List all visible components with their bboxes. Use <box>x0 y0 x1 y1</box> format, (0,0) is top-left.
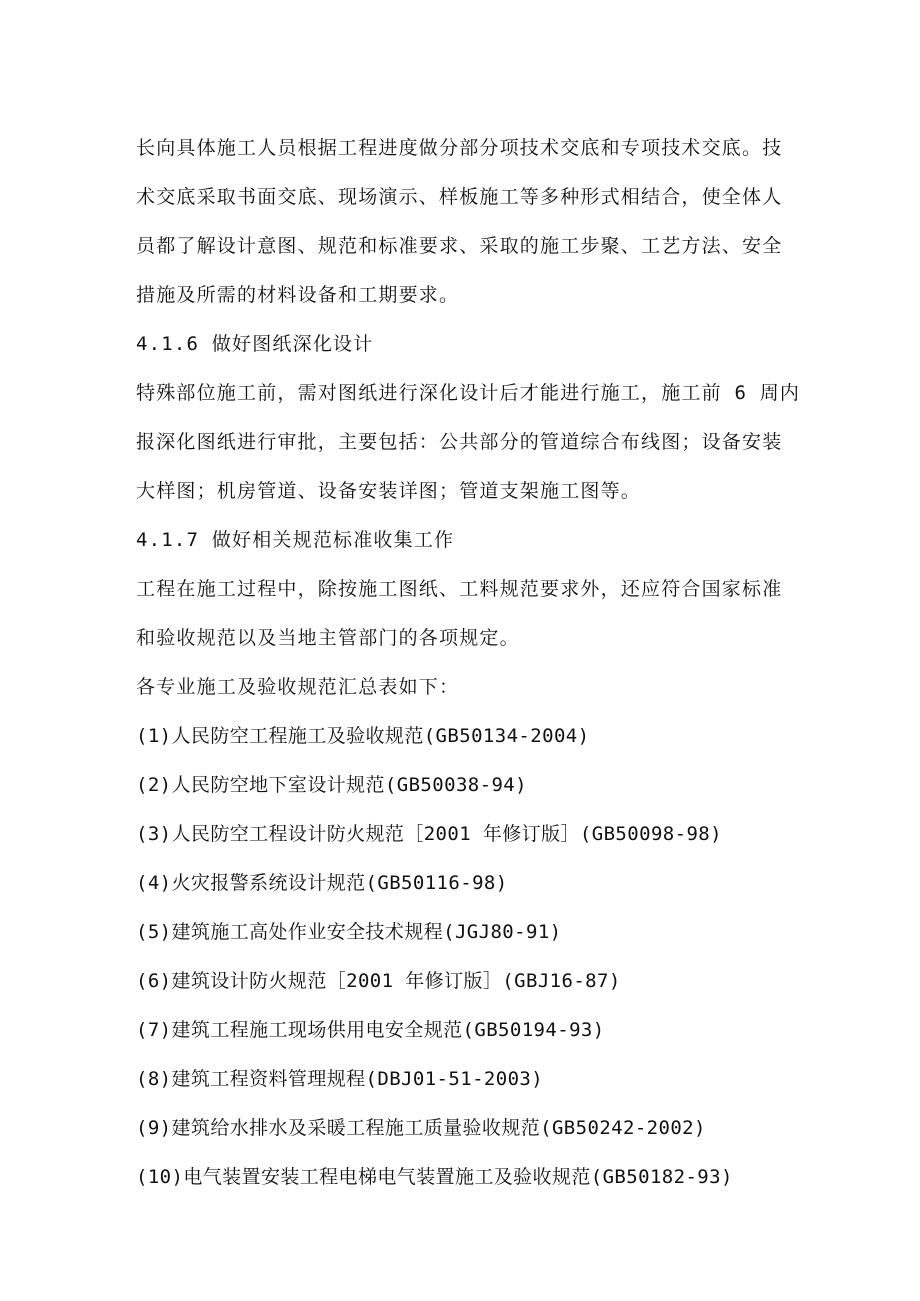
standard-list-item: (6)建筑设计防火规范［2001 年修订版］(GBJ16-87) <box>136 970 621 992</box>
document-body <box>136 124 801 1202</box>
paragraph-line: 术交底采取书面交底、现场演示、样板施工等多种形式相结合，使全体人 <box>136 186 783 208</box>
standard-list-item: (9)建筑给水排水及采暖工程施工质量验收规范(GB50242-2002) <box>136 1117 706 1139</box>
standard-list-item: (3)人民防空工程设计防火规范［2001 年修订版］(GB50098-98) <box>136 823 722 845</box>
paragraph-line: 员都了解设计意图、规范和标准要求、采取的施工步聚、工艺方法、安全 <box>136 235 783 257</box>
standard-list-item: (4)火灾报警系统设计规范(GB50116-98) <box>136 872 508 894</box>
standard-list-item: (2)人民防空地下室设计规范(GB50038-94) <box>136 774 527 796</box>
paragraph-line: 特殊部位施工前，需对图纸进行深化设计后才能进行施工，施工前 6 周内 <box>136 382 801 404</box>
section-heading-4-1-7: 4.1.7 做好相关规范标准收集工作 <box>136 529 455 551</box>
paragraph-line: 长向具体施工人员根据工程进度做分部分项技术交底和专项技术交底。技 <box>136 137 783 159</box>
paragraph-line: 大样图；机房管道、设备安装详图；管道支架施工图等。 <box>136 480 642 502</box>
standard-list-item: (8)建筑工程资料管理规程(DBJ01-51-2003) <box>136 1068 544 1090</box>
standard-list-item: (10)电气装置安装工程电梯电气装置施工及验收规范(GB50182-93) <box>136 1166 733 1188</box>
standard-list-item: (5)建筑施工高处作业安全技术规程(JGJ80-91) <box>136 921 562 943</box>
section-heading-4-1-6: 4.1.6 做好图纸深化设计 <box>136 333 374 355</box>
standard-list-item: (1)人民防空工程施工及验收规范(GB50134-2004) <box>136 725 590 747</box>
paragraph-line: 工程在施工过程中，除按施工图纸、工料规范要求外，还应符合国家标准 <box>136 578 783 600</box>
paragraph-line: 和验收规范以及当地主管部门的各项规定。 <box>136 627 520 649</box>
standard-list-item: (7)建筑工程施工现场供用电安全规范(GB50194-93) <box>136 1019 605 1041</box>
paragraph-line: 措施及所需的材料设备和工期要求。 <box>136 284 460 306</box>
paragraph-line: 报深化图纸进行审批，主要包括：公共部分的管道综合布线图；设备安装 <box>136 431 783 453</box>
paragraph-line: 各专业施工及验收规范汇总表如下： <box>136 676 460 698</box>
